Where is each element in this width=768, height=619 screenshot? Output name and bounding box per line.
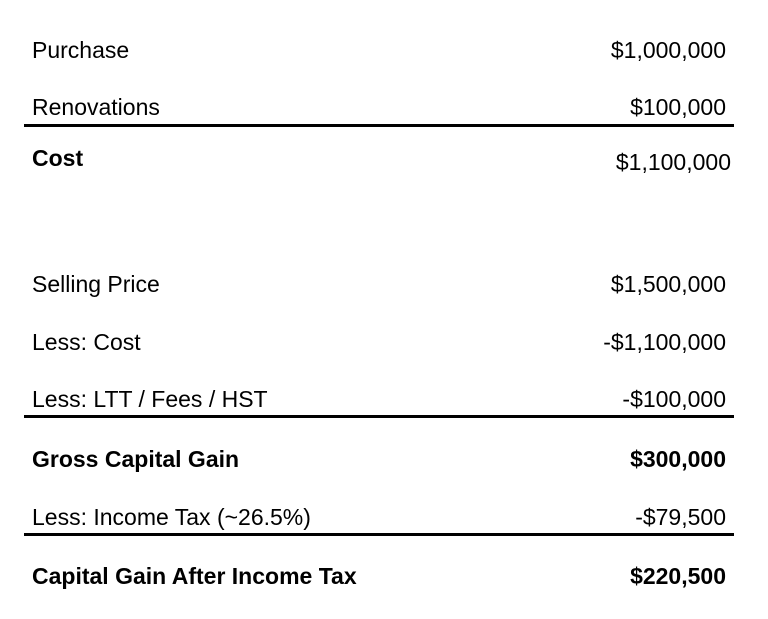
purchase-label: Purchase	[32, 37, 130, 63]
gross-gain-label: Gross Capital Gain	[32, 446, 240, 472]
less-fees-value: -$100,000	[622, 386, 726, 412]
less-cost-value: -$1,100,000	[603, 329, 726, 355]
net-gain-label: Capital Gain After Income Tax	[32, 563, 357, 589]
renovations-value: $100,000	[630, 94, 726, 120]
gross-gain-value: $300,000	[630, 446, 726, 472]
purchase-value: $1,000,000	[610, 37, 726, 63]
less-income-tax-value: -$79,500	[635, 504, 726, 530]
less-cost-label: Less: Cost	[32, 329, 141, 355]
renovations-label: Renovations	[32, 94, 160, 120]
cost-total-label: Cost	[32, 145, 84, 171]
selling-price-value: $1,500,000	[610, 271, 726, 297]
net-gain-divider	[24, 533, 734, 536]
cost-total-divider	[24, 124, 734, 127]
gross-gain-divider	[24, 415, 734, 418]
cost-total-value: $1,100,000	[615, 149, 731, 175]
net-gain-value: $220,500	[630, 563, 726, 589]
selling-price-label: Selling Price	[32, 271, 160, 297]
less-fees-label: Less: LTT / Fees / HST	[32, 386, 268, 412]
less-income-tax-label: Less: Income Tax (~26.5%)	[32, 504, 311, 530]
